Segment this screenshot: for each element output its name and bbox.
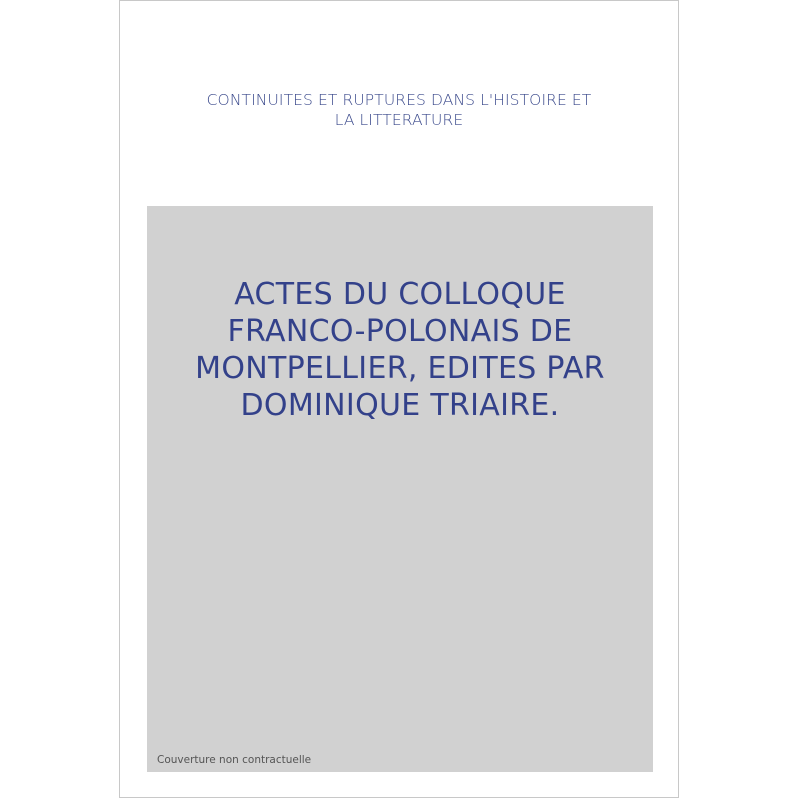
title-panel — [147, 206, 653, 772]
series-title-line: CONTINUITES ET RUPTURES DANS L'HISTOIRE ET — [206, 91, 592, 109]
book-title-line: MONTPELLIER, EDITES PAR — [195, 351, 605, 386]
book-cover — [119, 0, 679, 798]
book-title-line: ACTES DU COLLOQUE — [234, 277, 566, 312]
series-title-line: LA LITTERATURE — [334, 111, 464, 129]
cover-disclaimer: Couverture non contractuelle — [157, 754, 312, 766]
book-title-line: DOMINIQUE TRIAIRE. — [240, 388, 560, 423]
book-title-line: FRANCO-POLONAIS DE — [227, 314, 573, 349]
book-title — [147, 276, 653, 424]
series-title — [120, 90, 678, 130]
